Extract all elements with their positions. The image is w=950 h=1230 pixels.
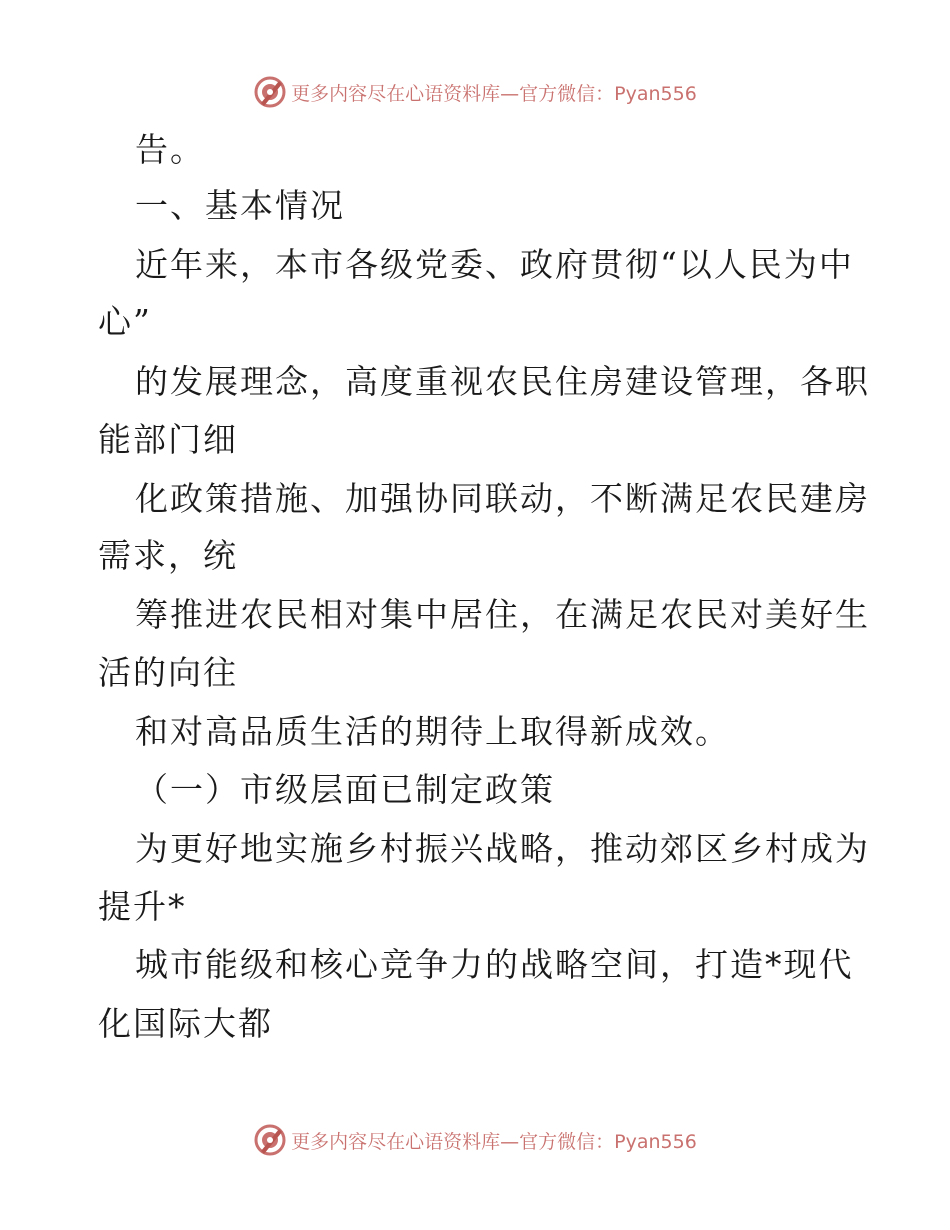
- text-line: 和对高品质生活的期待上取得新成效。: [135, 712, 730, 751]
- text-line: 化政策措施、加强协同联动，不断满足农民建房: [135, 479, 870, 518]
- text-line: 的发展理念，高度重视农民住房建设管理，各职: [135, 362, 870, 401]
- text-line: 筹推进农民相对集中居住，在满足农民对美好生: [135, 595, 870, 634]
- text-line: 城市能级和核心竞争力的战略空间，打造*现代: [135, 945, 854, 984]
- text-line: 能部门细: [98, 420, 238, 459]
- text-line: 告。: [135, 130, 205, 169]
- text-line: 为更好地实施乡村振兴战略，推动郊区乡村成为: [135, 829, 870, 868]
- text-line: 活的向往: [98, 653, 238, 692]
- subsection-heading: （一）市级层面已制定政策: [135, 770, 555, 809]
- pen-logo-icon: [253, 75, 287, 109]
- pen-logo-icon: [253, 1123, 287, 1157]
- watermark-text: 更多内容尽在心语资料库—官方微信：Pyan556: [291, 1130, 697, 1153]
- watermark-text: 更多内容尽在心语资料库—官方微信：Pyan556: [291, 82, 697, 105]
- text-line: 近年来，本市各级党委、政府贯彻“以人民为中: [135, 245, 854, 284]
- text-line: 化国际大都: [98, 1004, 273, 1043]
- watermark-banner-top: [0, 72, 950, 112]
- text-line: 心”: [98, 302, 152, 341]
- text-line: 提升*: [98, 887, 187, 926]
- text-line: 需求，统: [98, 536, 238, 575]
- section-heading: 一、基本情况: [135, 186, 345, 225]
- watermark-banner-bottom: [0, 1120, 950, 1160]
